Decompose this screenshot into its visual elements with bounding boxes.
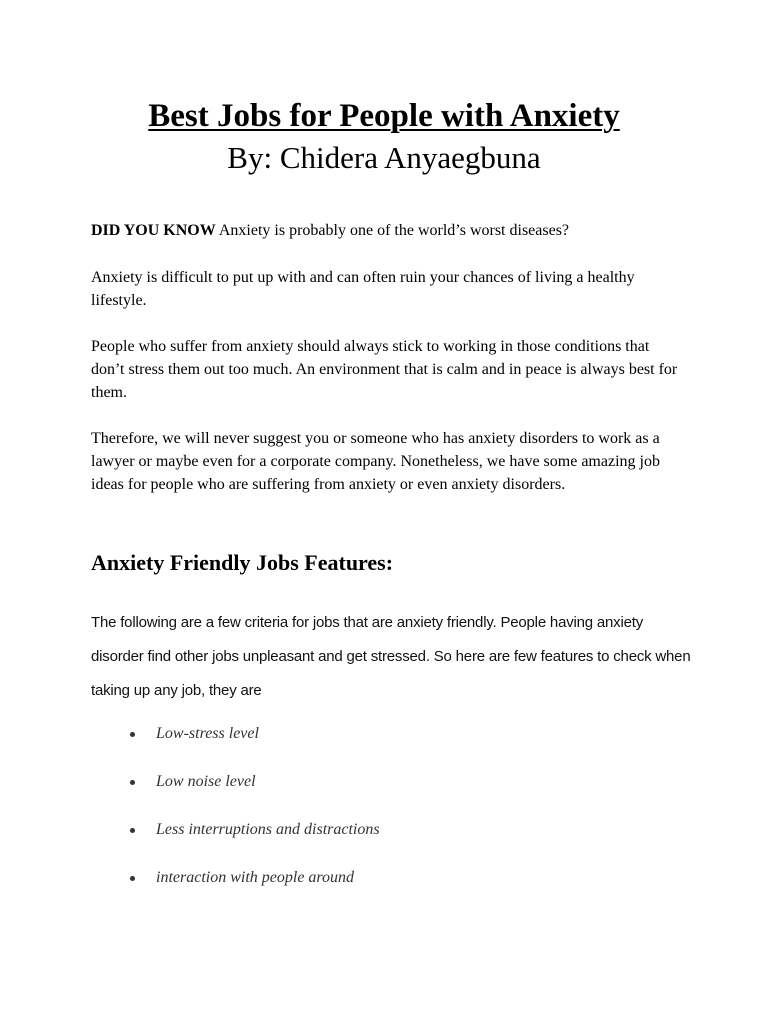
paragraph-1: Anxiety is difficult to put up with and can often ruin your chances of living a healthy lifestyle. [91, 269, 635, 309]
bullet-icon [130, 732, 135, 737]
features-list [0, 719, 768, 911]
author-line: By: Chidera Anyaegbuna [227, 140, 541, 175]
list-item-text: Less interruptions and distractions [156, 821, 380, 838]
list-item-text: Low noise level [156, 773, 256, 790]
list-item [0, 815, 768, 863]
paragraph-3: Therefore, we will never suggest you or someone who has anxiety disorders to work as a lawyer or maybe even for a corporate company. Nonetheless, we have some amazing job ideas for people who are suffering from anxiety or even anxiety disorders. [91, 430, 660, 493]
section-heading: Anxiety Friendly Jobs Features: [91, 550, 394, 575]
intro-paragraph [91, 219, 681, 242]
list-item [0, 719, 768, 767]
features-intro: The following are a few criteria for jobs that are anxiety friendly. People having anxiety disorder find other jobs unpleasant and get stressed. So here are few features to check when taking up any job, they are [91, 614, 691, 699]
bullet-icon [130, 876, 135, 881]
list-item-text: interaction with people around [156, 869, 355, 886]
intro-text: Anxiety is probably one of the world’s worst diseases? [215, 222, 570, 239]
document-title: Best Jobs for People with Anxiety [148, 98, 620, 134]
list-item [0, 863, 768, 911]
list-item-text: Low-stress level [156, 725, 259, 742]
bullet-icon [130, 828, 135, 833]
paragraph-2: People who suffer from anxiety should always stick to working in those conditions that don’t stress them out too much. An environment that is calm and in peace is always best for them. [91, 338, 678, 401]
intro-bold-lead: DID YOU KNOW [91, 222, 216, 239]
bullet-icon [130, 780, 135, 785]
list-item [0, 767, 768, 815]
